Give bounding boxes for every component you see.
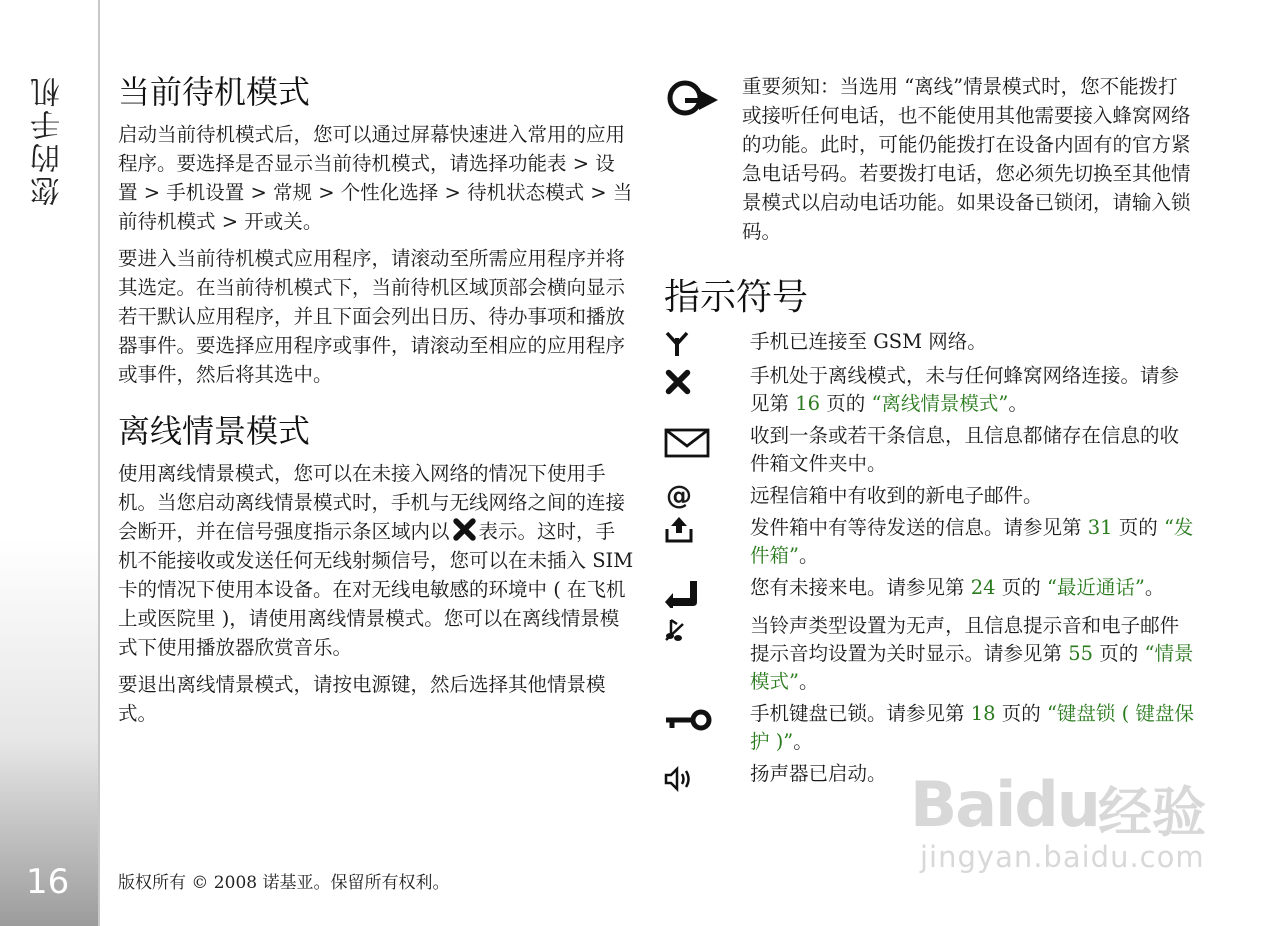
indicator-row-outbox: 发件箱中有等待发送的信息。请参见第 31 页的 “发件箱”。 (664, 514, 1194, 570)
offline-paragraph-1: 使用离线情景模式，您可以在未接入网络的情况下使用手机。当您启动离线情景模式时，手机与无线网络之间的连接会断开，并在信号强度指示条区域内以 表示。这时，手机不能接收或发送任何无线射频信号，您可以在未插入 SIM 卡的情况下使用本设备。在对无线电敏感的环境中 ( 在飞机上或医院里 )，请使用离线情景模式。您可以在离线情景模式下使用播放器欣赏音乐。 (118, 462, 634, 659)
page-number: 16 (26, 862, 70, 902)
section-heading-offline-profile: 离线情景模式 (118, 412, 311, 450)
indicator-row-missed-call: 您有未接来电。请参见第 24 页的 “最近通话”。 (664, 574, 1194, 608)
envelope-icon (664, 428, 710, 458)
indicator-row-silent: 当铃声类型设置为无声，且信息提示音和电子邮件提示音均设置为关时显示。请参见第 55 页的 “情景模式”。 (664, 612, 1194, 696)
menu-path-item: 功能表 (508, 152, 567, 175)
offline-paragraph-2: 要退出离线情景模式，请按电源键，然后选择其他情景模式。 (118, 673, 606, 725)
offline-x-icon (664, 368, 692, 396)
gsm-signal-icon (664, 330, 690, 358)
indicator-row-speaker: 扬声器已启动。 (664, 760, 1194, 792)
indicator-row-keylock: 手机键盘已锁。请参见第 18 页的 “键盘锁 ( 键盘保护 )”。 (664, 700, 1194, 756)
menu-path-item: 关 (283, 210, 303, 233)
indicator-row-message: 收到一条或若干条信息，且信息都储存在信息的收件箱文件夹中。 (664, 422, 1194, 478)
standby-paragraph-2: 要进入当前待机模式应用程序，请滚动至所需应用程序并将其选定。在当前待机模式下，当前待机区域顶部会横向显示若干默认应用程序，并且下面会列出日历、待办事项和播放器事件。要选择应用程序或事件，请滚动至相应的应用程序或事件，然后将其选中。 (118, 247, 626, 386)
missed-call-icon (664, 578, 700, 608)
at-sign-icon: @ (666, 481, 692, 511)
key-icon (664, 706, 712, 734)
link-offline-profile[interactable]: “离线情景模式” (871, 392, 1009, 415)
outbox-icon (664, 514, 694, 544)
indicator-row-offline: 手机处于离线模式，未与任何蜂窝网络连接。请参见第 16 页的 “离线情景模式”。 (664, 362, 1194, 418)
speaker-icon (664, 766, 694, 792)
menu-path-item: 个性化选择 (340, 181, 439, 204)
link-outbox[interactable]: “发件箱” (750, 516, 1194, 567)
indicator-row-gsm: 手机已连接至 GSM 网络。 (664, 328, 1194, 358)
important-hand-icon (666, 76, 722, 120)
offline-x-icon (452, 517, 477, 542)
link-keyguard[interactable]: “键盘锁 ( 键盘保护 )” (750, 702, 1194, 753)
section-heading-indicators: 指示符号 (664, 277, 809, 318)
silent-icon (664, 616, 686, 644)
left-column (118, 72, 634, 736)
right-column (664, 72, 1194, 796)
menu-path-item: 手机设置 (166, 181, 245, 204)
chapter-title: 您的手机 (31, 74, 66, 206)
important-notice (664, 72, 1194, 246)
indicator-row-email: @ 远程信箱中有收到的新电子邮件。 (666, 481, 1043, 511)
section-heading-active-standby: 当前待机模式 (118, 73, 311, 111)
notice-text: 重要须知：当选用 “离线”情景模式时，您不能拨打或接听任何电话，也不能使用其他需要接入蜂窝网络的功能。此时，可能仍能拨打在设备内固有的官方紧急电话号码。若要拨打电话，您必须先切换至其他情景模式以启动电话功能。如果设备已锁闭，请输入锁码。 (742, 75, 1191, 243)
menu-path-item: 开 (244, 210, 264, 233)
link-recent-calls[interactable]: “最近通话” (1046, 576, 1145, 599)
menu-path-item: 待机状态模式 (467, 181, 585, 204)
baidu-watermark: Baidu 经验 jingyan.baidu.com (910, 768, 1206, 874)
menu-path-item: 常规 (273, 181, 313, 204)
copyright-footer: 版权所有 © 2008 诺基亚。保留所有权利。 (118, 873, 450, 893)
link-profiles[interactable]: “情景模式” (750, 642, 1194, 693)
menu-path-item: 设置 (118, 152, 615, 204)
chapter-sidebar (0, 0, 100, 926)
menu-path-item: 当前待机模式 (118, 181, 633, 233)
standby-paragraph-1: 启动当前待机模式后，您可以通过屏幕快速进入常用的应用程序。要选择是否显示当前待机模式，请选择功能表 > 设置 > 手机设置 > 常规 > 个性化选择 > 待机状态模式 > 当前待机模式 > 开或关。 (118, 123, 633, 233)
